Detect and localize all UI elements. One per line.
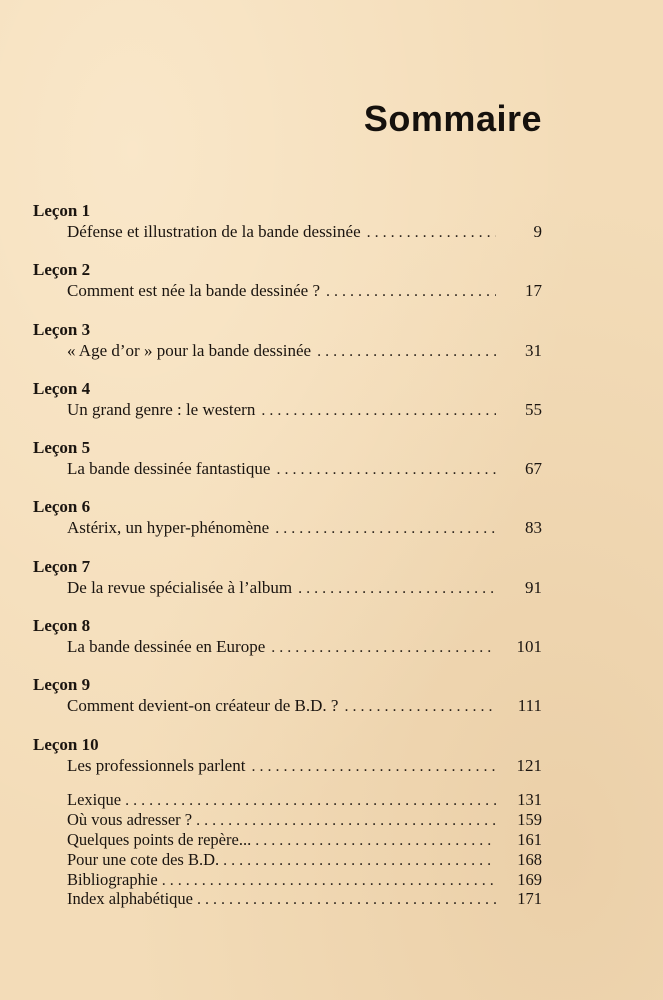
page-number: 171	[517, 889, 542, 909]
page-number: 169	[517, 869, 542, 889]
appendix-entry	[67, 810, 542, 830]
lesson-label: Leçon 6	[33, 497, 91, 517]
appendix-entry	[67, 830, 542, 850]
page-number: 9	[533, 222, 542, 241]
toc-lesson	[33, 734, 542, 793]
dot-leader	[344, 695, 496, 719]
toc-entry	[67, 279, 542, 303]
page-number: 168	[517, 849, 542, 869]
lesson-label: Leçon 9	[33, 675, 91, 695]
dot-leader	[251, 755, 496, 779]
appendix-entry	[67, 790, 542, 810]
lesson-label: Leçon 4	[33, 378, 91, 398]
toc-lesson	[33, 437, 542, 496]
page-number: 91	[525, 577, 542, 597]
table-of-contents	[33, 200, 542, 793]
entry-title: La bande dessinée fantastique	[67, 459, 271, 479]
page-number: 31	[525, 340, 542, 360]
toc-lesson	[33, 496, 542, 555]
appendix-entry	[67, 889, 542, 909]
entry-title: La bande dessinée en Europe	[67, 637, 266, 657]
appendix-list	[67, 790, 542, 909]
dot-leader	[255, 831, 496, 851]
toc-lesson	[33, 200, 542, 259]
toc-lesson	[33, 378, 542, 437]
page-number: 159	[517, 809, 542, 829]
entry-title: Index alphabétique	[67, 889, 193, 909]
dot-leader	[298, 577, 496, 601]
entry-title: Comment devient-on créateur de B.D. ?	[67, 696, 339, 716]
dot-leader	[196, 811, 496, 831]
entry-title: Où vous adresser ?	[67, 809, 193, 829]
entry-title: Quelques points de repère...	[67, 829, 252, 849]
entry-title: Bibliographie	[67, 869, 158, 889]
lesson-label: Leçon 7	[33, 556, 91, 576]
dot-leader	[275, 517, 496, 541]
dot-leader	[271, 636, 496, 660]
toc-entry	[67, 516, 542, 540]
entry-title: Astérix, un hyper-phénomène	[67, 518, 270, 538]
lesson-label: Leçon 10	[33, 734, 99, 754]
appendix-entry	[67, 850, 542, 870]
lesson-label: Leçon 2	[33, 260, 91, 280]
page-number: 111	[517, 696, 542, 716]
page-number: 101	[516, 637, 542, 657]
page-number: 121	[516, 755, 542, 775]
entry-title: « Age d’or » pour la bande dessinée	[67, 340, 312, 360]
dot-leader	[326, 280, 496, 304]
entry-title: Défense et illustration de la bande dessinée	[67, 222, 361, 241]
dot-leader	[317, 340, 496, 364]
toc-lesson	[33, 259, 542, 318]
toc-entry	[67, 398, 542, 422]
entry-title: Pour une cote des B.D.	[67, 849, 220, 869]
page-number: 83	[525, 518, 542, 538]
lesson-label: Leçon 1	[33, 201, 91, 220]
page-title: Sommaire	[363, 98, 542, 139]
dot-leader	[223, 851, 496, 871]
toc-entry	[67, 339, 542, 363]
toc-lesson	[33, 319, 542, 378]
lesson-label: Leçon 3	[33, 319, 91, 339]
lesson-label: Leçon 5	[33, 438, 91, 458]
dot-leader	[197, 890, 496, 910]
toc-lesson	[33, 615, 542, 674]
dot-leader	[367, 221, 496, 245]
toc-entry	[67, 220, 542, 244]
entry-title: De la revue spécialisée à l’album	[67, 577, 293, 597]
appendix-entry	[67, 870, 542, 890]
page-number: 161	[517, 829, 542, 849]
dot-leader	[162, 871, 496, 891]
page-number: 55	[525, 399, 542, 419]
entry-title: Lexique	[67, 790, 122, 809]
dot-leader	[125, 791, 496, 811]
toc-entry	[67, 635, 542, 659]
toc-entry	[67, 457, 542, 481]
toc-entry	[67, 576, 542, 600]
toc-lesson	[33, 674, 542, 733]
toc-entry	[67, 754, 542, 778]
entry-title: Les professionnels parlent	[67, 755, 246, 775]
page-number: 67	[525, 459, 542, 479]
dot-leader	[261, 399, 496, 423]
toc-lesson	[33, 556, 542, 615]
page-number: 17	[525, 281, 542, 301]
lesson-label: Leçon 8	[33, 616, 91, 636]
toc-entry	[67, 694, 542, 718]
entry-title: Comment est née la bande dessinée ?	[67, 281, 321, 301]
page-number: 131	[517, 790, 542, 809]
dot-leader	[276, 458, 496, 482]
entry-title: Un grand genre : le western	[67, 399, 256, 419]
